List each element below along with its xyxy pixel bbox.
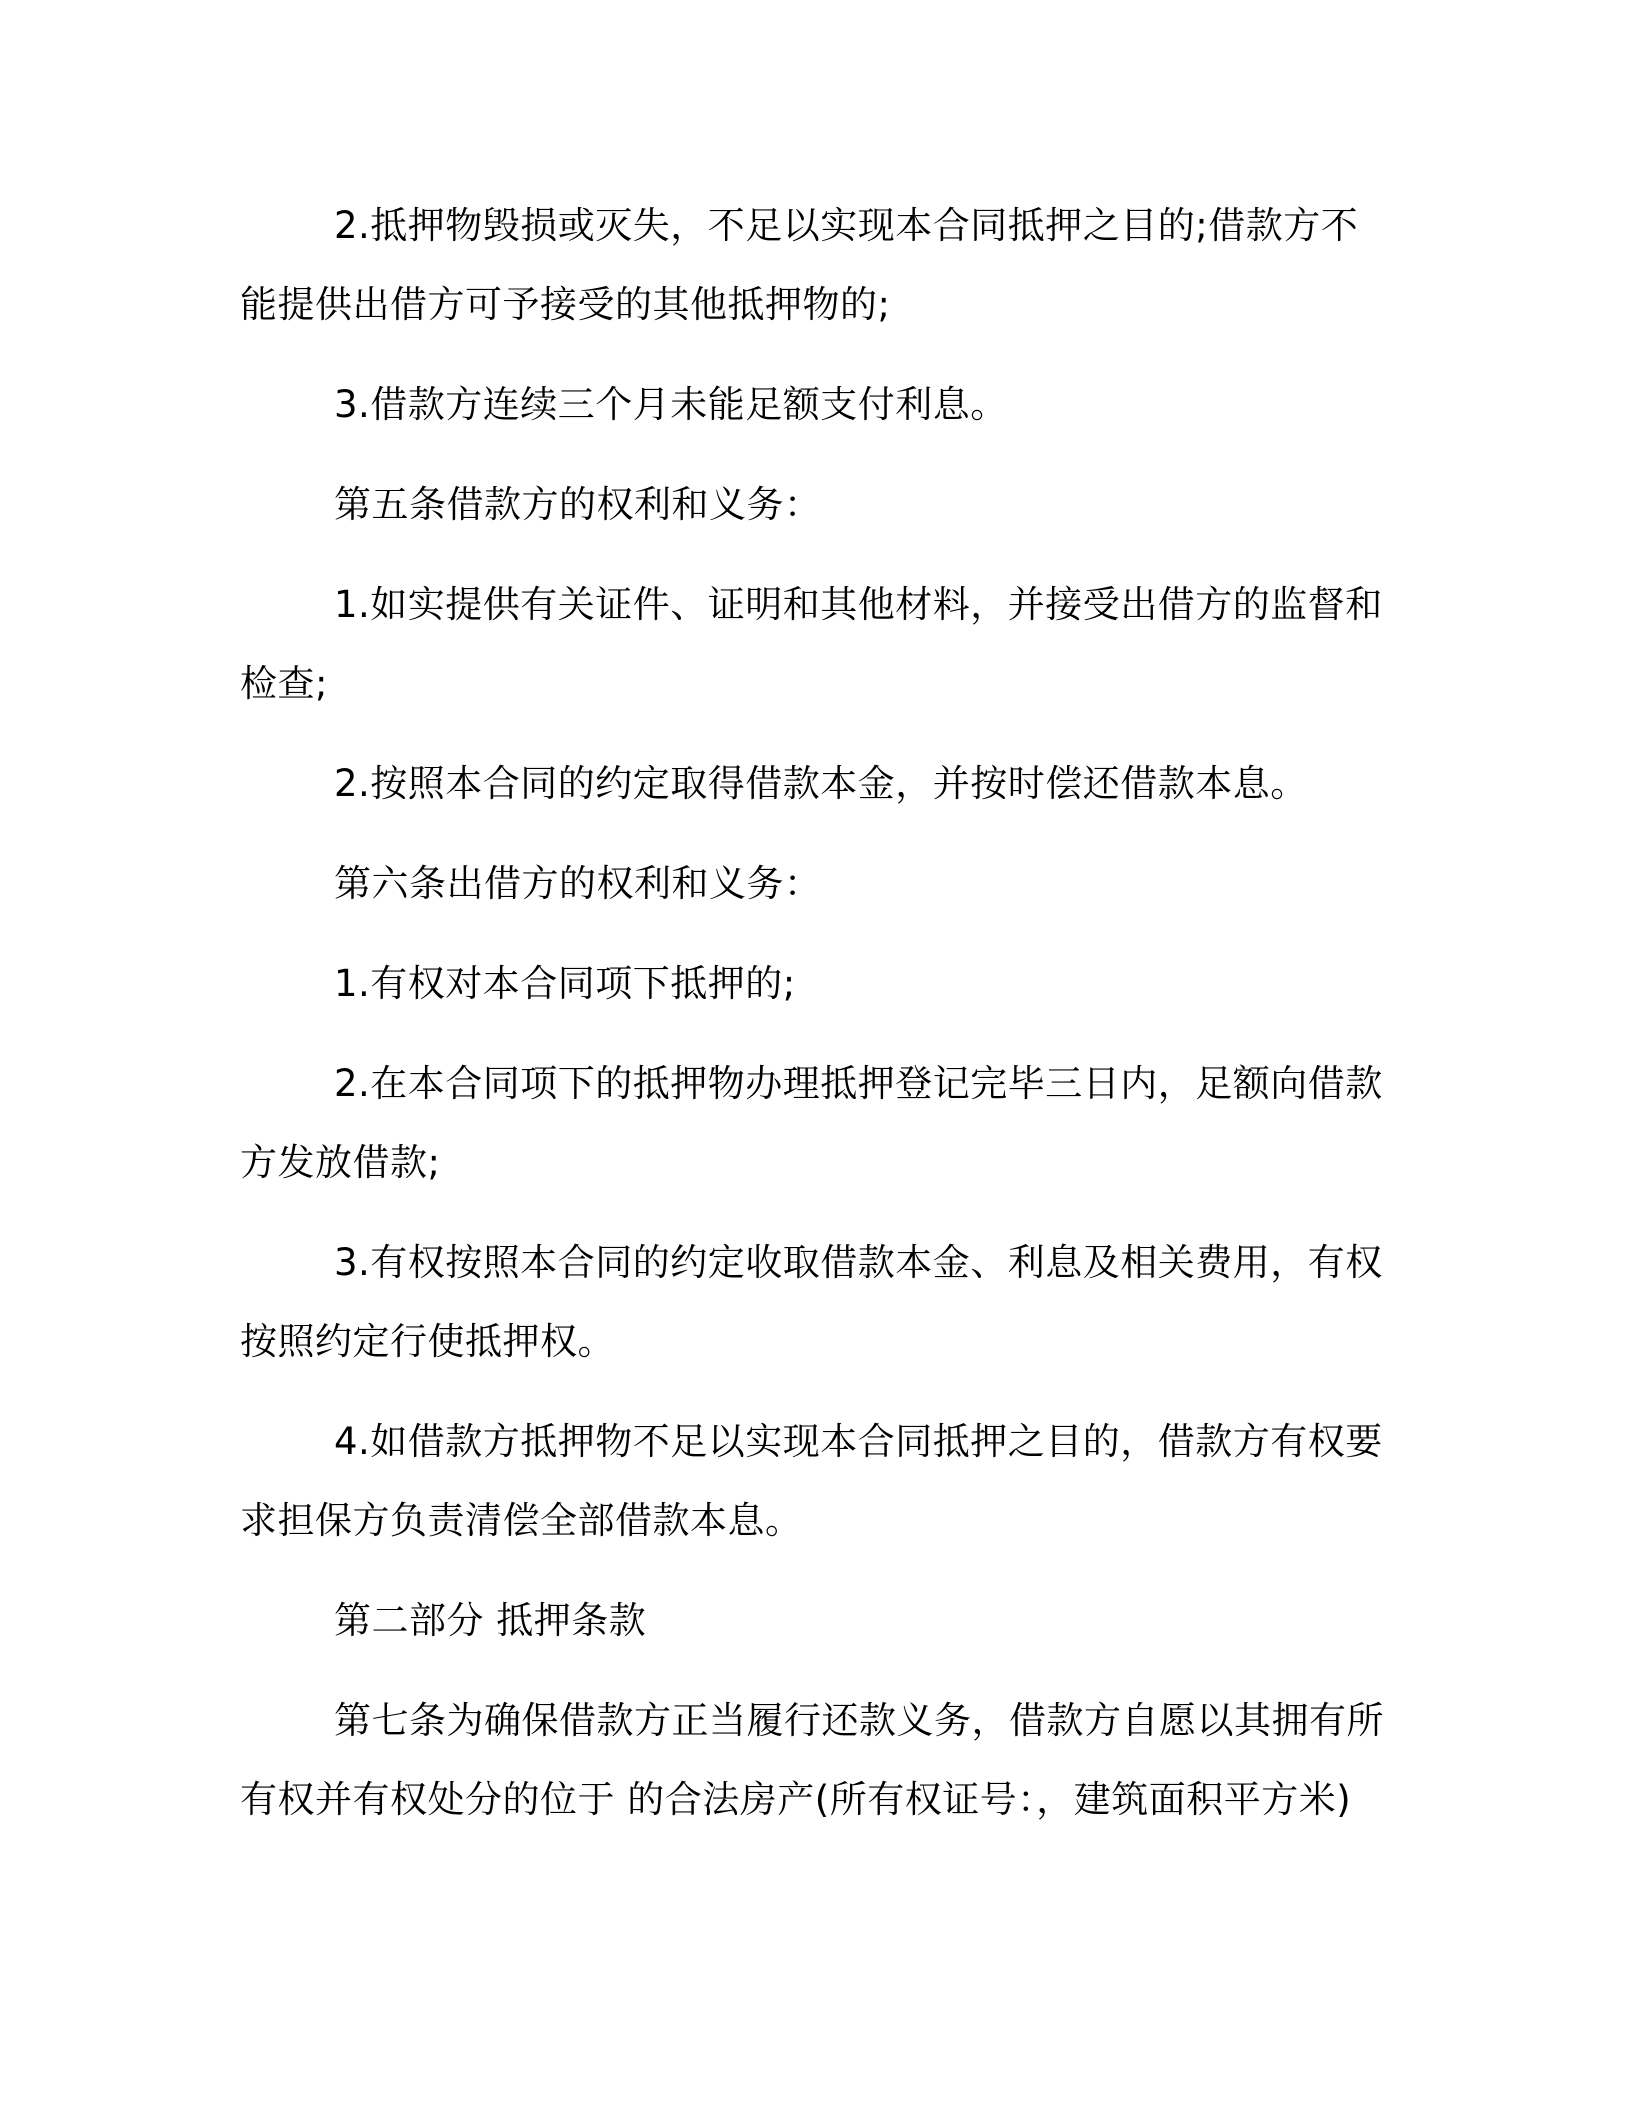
heading-article-6: 第六条出借方的权利和义务： xyxy=(334,862,822,905)
document-body xyxy=(240,186,1390,1839)
heading-article-5: 第五条借款方的权利和义务： xyxy=(334,483,822,526)
paragraph-article-6-item-3: 3.有权按照本合同的约定收取借款本金、利息及相关费用，有权按照约定行使抵押权。 xyxy=(240,1241,1383,1363)
paragraph-article-6-item-2: 2.在本合同项下的抵押物办理抵押登记完毕三日内，足额向借款方发放借款; xyxy=(240,1062,1383,1184)
paragraph-article-6-item-1: 1.有权对本合同项下抵押的; xyxy=(334,962,796,1005)
paragraph-clause-4-item-2: 2.抵押物毁损或灭失，不足以实现本合同抵押之目的;借款方不能提供出借方可予接受的其他抵押物的; xyxy=(240,204,1359,326)
paragraph-article-7: 第七条为确保借款方正当履行还款义务，借款方自愿以其拥有所有权并有权处分的位于 的合法房产(所有权证号：，建筑面积平方米) xyxy=(240,1699,1384,1821)
paragraph-clause-4-item-3: 3.借款方连续三个月未能足额支付利息。 xyxy=(334,383,1008,426)
paragraph-article-5-item-1: 1.如实提供有关证件、证明和其他材料，并接受出借方的监督和检查; xyxy=(240,583,1383,705)
paragraph-article-6-item-4: 4.如借款方抵押物不足以实现本合同抵押之目的，借款方有权要求担保方负责清偿全部借款本息。 xyxy=(240,1420,1383,1542)
heading-part-2: 第二部分 抵押条款 xyxy=(334,1599,647,1642)
paragraph-article-5-item-2: 2.按照本合同的约定取得借款本金，并按时偿还借款本息。 xyxy=(334,762,1308,805)
